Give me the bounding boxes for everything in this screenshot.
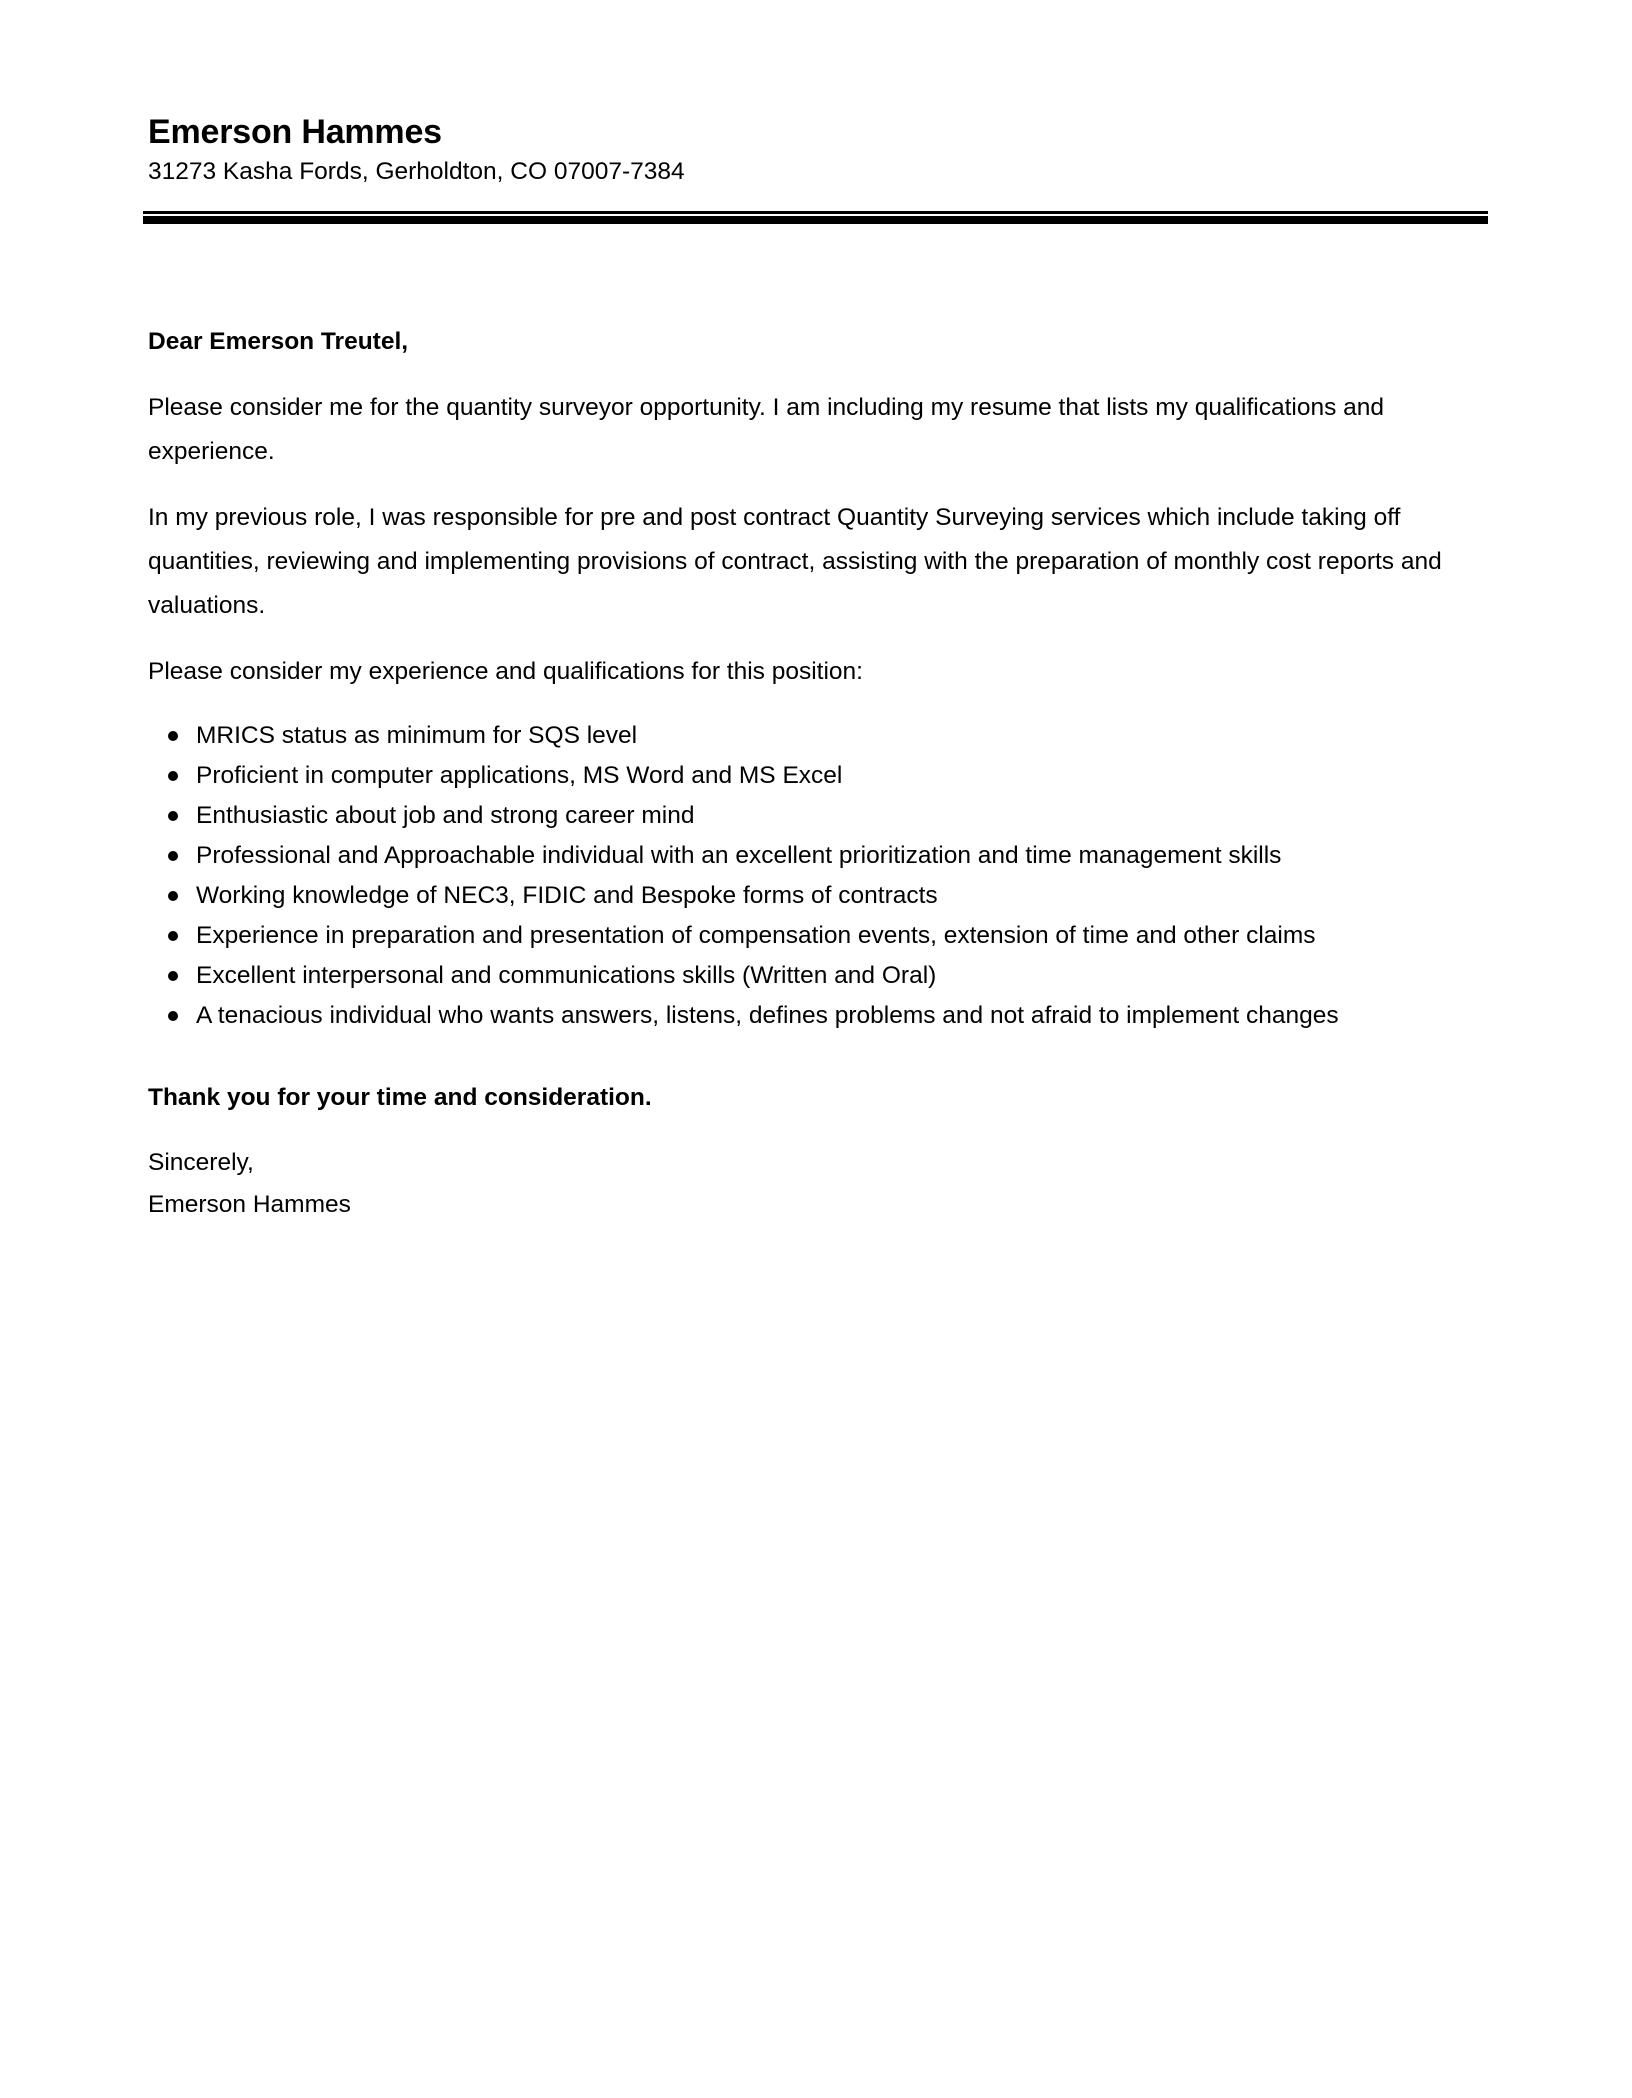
header-divider-thin-line bbox=[143, 211, 1488, 214]
paragraph-previous-role: In my previous role, I was responsible for pre and post contract Quantity Surveying services which include taking off quantities, reviewing and implementing provisions of contract, assisting with the preparation of monthly cost reports and valuations. bbox=[148, 504, 1442, 619]
salutation: Dear Emerson Treutel, bbox=[148, 328, 409, 355]
header-divider-thick-line bbox=[143, 216, 1488, 224]
paragraph-intro: Please consider me for the quantity surveyor opportunity. I am including my resume that lists my qualifications and experience. bbox=[148, 394, 1385, 465]
list-item-text: Excellent interpersonal and communications skills (Written and Oral) bbox=[196, 962, 937, 989]
list-item-text: Working knowledge of NEC3, FIDIC and Bespoke forms of contracts bbox=[196, 882, 938, 909]
sender-address: 31273 Kasha Fords, Gerholdton, CO 07007-7384 bbox=[148, 158, 685, 185]
list-item-text: Professional and Approachable individual with an excellent prioritization and time management skills bbox=[196, 842, 1282, 869]
bullet-icon bbox=[168, 731, 178, 741]
list-item bbox=[148, 716, 1491, 756]
list-item bbox=[148, 756, 1491, 796]
bullet-icon bbox=[168, 811, 178, 821]
list-item bbox=[148, 916, 1491, 956]
list-item-text: A tenacious individual who wants answers, listens, defines problems and not afraid to implement changes bbox=[196, 1002, 1339, 1029]
paragraph-qualifications-lead: Please consider my experience and qualifications for this position: bbox=[148, 658, 863, 685]
list-item-text: Enthusiastic about job and strong career mind bbox=[196, 802, 695, 829]
list-item bbox=[148, 876, 1491, 916]
sender-name: Emerson Hammes bbox=[148, 113, 442, 151]
signature-name: Emerson Hammes bbox=[148, 1191, 351, 1218]
bullet-icon bbox=[168, 971, 178, 981]
list-item bbox=[148, 956, 1491, 996]
list-item-text: MRICS status as minimum for SQS level bbox=[196, 722, 638, 749]
bullet-icon bbox=[168, 771, 178, 781]
valediction: Sincerely, bbox=[148, 1149, 254, 1176]
bullet-icon bbox=[168, 931, 178, 941]
list-item bbox=[148, 996, 1491, 1036]
letter-header bbox=[148, 110, 1488, 190]
bullet-icon bbox=[168, 1011, 178, 1021]
header-divider bbox=[143, 210, 1488, 224]
list-item bbox=[148, 796, 1491, 836]
bullet-icon bbox=[168, 891, 178, 901]
list-item-text: Experience in preparation and presentation of compensation events, extension of time and other claims bbox=[196, 922, 1316, 949]
closing-statement: Thank you for your time and consideration. bbox=[148, 1084, 652, 1111]
bullet-icon bbox=[168, 851, 178, 861]
list-item-text: Proficient in computer applications, MS Word and MS Excel bbox=[196, 762, 843, 789]
qualifications-list bbox=[148, 716, 1493, 1036]
list-item bbox=[148, 836, 1491, 876]
letter-body bbox=[148, 320, 1493, 1226]
